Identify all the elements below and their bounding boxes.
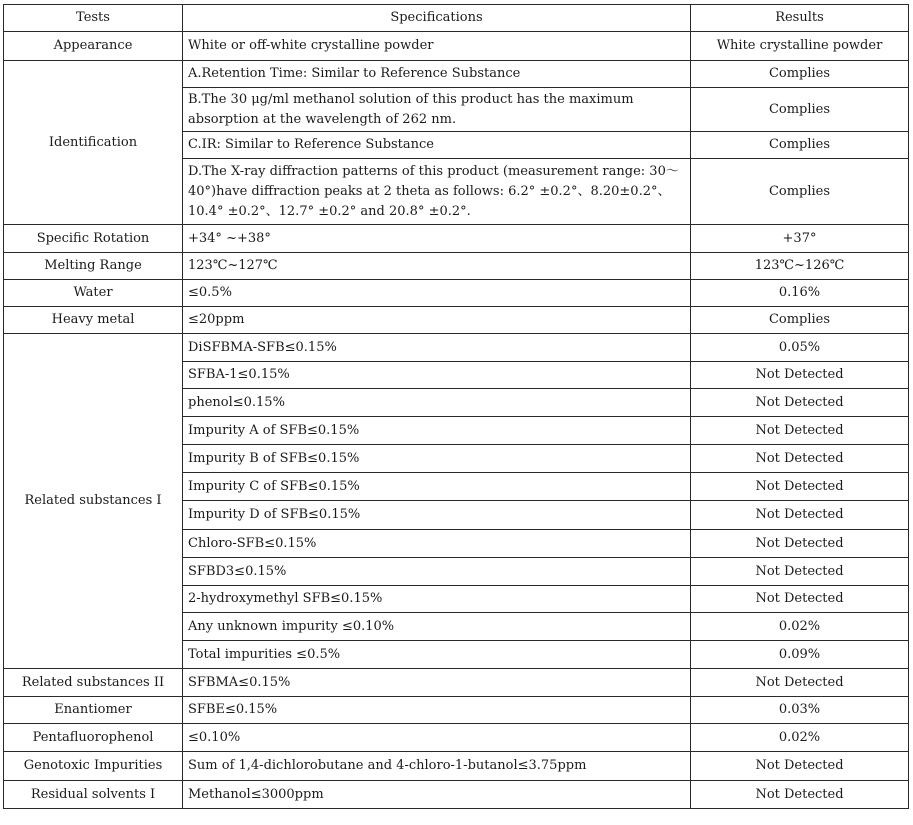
result: 0.09%: [691, 641, 909, 669]
specification: SFBMA≤0.15%: [183, 669, 691, 697]
test-name: Appearance: [4, 32, 183, 61]
specification: White or off-white crystalline powder: [183, 32, 691, 61]
result: Complies: [691, 307, 909, 334]
header-row: [4, 5, 909, 32]
specification: Total impurities ≤0.5%: [183, 641, 691, 669]
table-row: [4, 307, 909, 334]
specification: Impurity C of SFB≤0.15%: [183, 473, 691, 501]
specification: ≤0.10%: [183, 724, 691, 752]
table-row: [4, 697, 909, 724]
result: Not Detected: [691, 362, 909, 389]
table-row: [4, 781, 909, 809]
specification: phenol≤0.15%: [183, 389, 691, 417]
result: Complies: [691, 159, 909, 225]
test-name: Water: [4, 280, 183, 307]
result: White crystalline powder: [691, 32, 909, 61]
table-row: [4, 61, 909, 88]
table-row: [4, 32, 909, 61]
specification: Methanol≤3000ppm: [183, 781, 691, 809]
result: 0.02%: [691, 724, 909, 752]
test-name: Related substances I: [4, 334, 183, 669]
result: Not Detected: [691, 781, 909, 809]
specification: C.IR: Similar to Reference Substance: [183, 132, 691, 159]
specification-table: [3, 4, 909, 809]
result: Complies: [691, 61, 909, 88]
test-name: Genotoxic Impurities: [4, 752, 183, 781]
test-name: Specific Rotation: [4, 225, 183, 253]
table-row: [4, 253, 909, 280]
result: Not Detected: [691, 752, 909, 781]
result: 0.03%: [691, 697, 909, 724]
table-row: [4, 225, 909, 253]
result: Not Detected: [691, 445, 909, 473]
specification: DiSFBMA-SFB≤0.15%: [183, 334, 691, 362]
specification: B.The 30 μg/ml methanol solution of this product has the maximum absorption at the wavelength of 262 nm.: [183, 88, 691, 132]
specification: ≤0.5%: [183, 280, 691, 307]
result: Not Detected: [691, 417, 909, 445]
specification: A.Retention Time: Similar to Reference Substance: [183, 61, 691, 88]
result: Not Detected: [691, 389, 909, 417]
test-name: Melting Range: [4, 253, 183, 280]
specification: SFBE≤0.15%: [183, 697, 691, 724]
specification: Chloro-SFB≤0.15%: [183, 530, 691, 558]
table-row: [4, 752, 909, 781]
result: Not Detected: [691, 473, 909, 501]
result: +37°: [691, 225, 909, 253]
header-tests: Tests: [4, 5, 183, 32]
header-results: Results: [691, 5, 909, 32]
specification: Any unknown impurity ≤0.10%: [183, 613, 691, 641]
test-name: Related substances II: [4, 669, 183, 697]
test-name: Heavy metal: [4, 307, 183, 334]
result: 0.16%: [691, 280, 909, 307]
result: Not Detected: [691, 586, 909, 613]
test-name: Enantiomer: [4, 697, 183, 724]
table-row: [4, 724, 909, 752]
result: Complies: [691, 132, 909, 159]
specification: 2-hydroxymethyl SFB≤0.15%: [183, 586, 691, 613]
test-name: Residual solvents I: [4, 781, 183, 809]
result: Not Detected: [691, 530, 909, 558]
result: Not Detected: [691, 501, 909, 530]
specification: D.The X-ray diffraction patterns of this product (measurement range: 30～ 40°)have diffraction peaks at 2 theta as follows: 6.2° ±0.2°、8.20±0.2°、10.4° ±0.2°、12.7° ±0.2° and 20.8° ±0.2°.: [183, 159, 691, 225]
specification: +34° ~+38°: [183, 225, 691, 253]
result: 0.02%: [691, 613, 909, 641]
table-row: [4, 669, 909, 697]
result: Complies: [691, 88, 909, 132]
result: 0.05%: [691, 334, 909, 362]
specification: Impurity B of SFB≤0.15%: [183, 445, 691, 473]
specification: SFBA-1≤0.15%: [183, 362, 691, 389]
header-specifications: Specifications: [183, 5, 691, 32]
result: 123℃~126℃: [691, 253, 909, 280]
specification: SFBD3≤0.15%: [183, 558, 691, 586]
test-name: Identification: [4, 61, 183, 225]
specification: ≤20ppm: [183, 307, 691, 334]
result: Not Detected: [691, 669, 909, 697]
result: Not Detected: [691, 558, 909, 586]
specification: 123℃~127℃: [183, 253, 691, 280]
specification: Sum of 1,4-dichlorobutane and 4-chloro-1-butanol≤3.75ppm: [183, 752, 691, 781]
specification: Impurity D of SFB≤0.15%: [183, 501, 691, 530]
table-row: [4, 334, 909, 362]
specification: Impurity A of SFB≤0.15%: [183, 417, 691, 445]
test-name: Pentafluorophenol: [4, 724, 183, 752]
table-row: [4, 280, 909, 307]
